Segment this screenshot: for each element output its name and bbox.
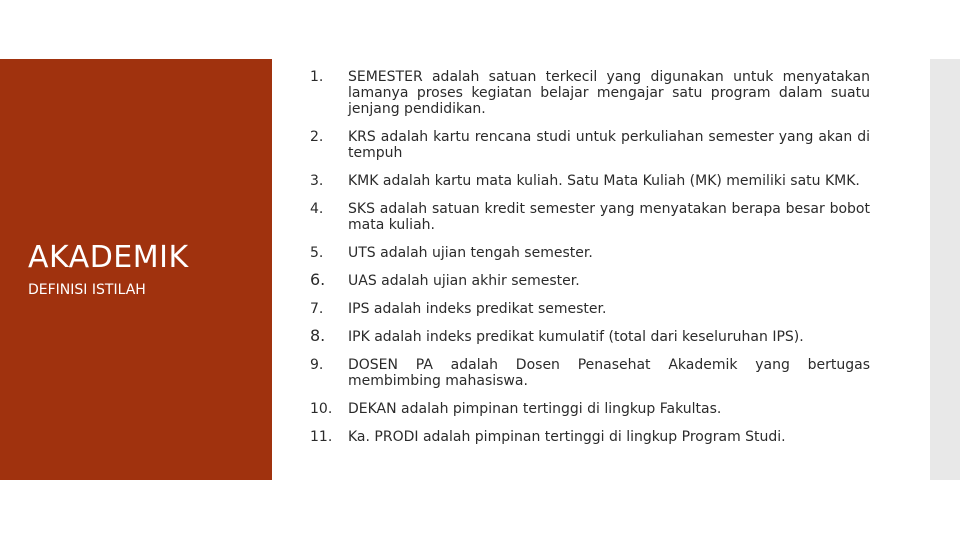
definition-list — [310, 69, 870, 457]
right-accent-bar — [930, 59, 960, 480]
list-number: 6. — [310, 270, 326, 289]
list-item — [310, 69, 870, 117]
list-item — [310, 301, 870, 317]
list-text: IPK adalah indeks predikat kumulatif (total dari keseluruhan IPS). — [348, 329, 804, 345]
list-text: Ka. PRODI adalah pimpinan tertinggi di lingkup Program Studi. — [348, 429, 786, 445]
list-text: DOSEN PA adalah Dosen Penasehat Akademik yang bertugas membimbing mahasiswa. — [348, 357, 870, 389]
list-number: 7. — [310, 301, 324, 317]
list-text: SEMESTER adalah satuan terkecil yang digunakan untuk menyatakan lamanya proses kegiatan belajar mengajar satu program dalam suatu jenjang pendidikan. — [348, 69, 870, 117]
slide-subtitle: DEFINISI ISTILAH — [28, 282, 146, 298]
list-number: 9. — [310, 357, 324, 373]
list-number: 3. — [310, 173, 324, 189]
list-number: 8. — [310, 326, 326, 345]
list-item — [310, 401, 870, 417]
slide-title: AKADEMIK — [28, 240, 189, 275]
list-text: IPS adalah indeks predikat semester. — [348, 301, 607, 317]
list-number: 10. — [310, 401, 333, 417]
list-item — [310, 326, 870, 345]
list-text: KRS adalah kartu rencana studi untuk perkuliahan semester yang akan di tempuh — [348, 129, 870, 161]
list-item — [310, 270, 870, 289]
list-text: SKS adalah satuan kredit semester yang menyatakan berapa besar bobot mata kuliah. — [348, 201, 870, 233]
list-number: 5. — [310, 245, 324, 261]
list-number: 4. — [310, 201, 324, 217]
list-number: 1. — [310, 69, 324, 85]
list-text: DEKAN adalah pimpinan tertinggi di lingkup Fakultas. — [348, 401, 722, 417]
list-number: 11. — [310, 429, 333, 445]
list-number: 2. — [310, 129, 324, 145]
list-text: UAS adalah ujian akhir semester. — [348, 273, 580, 289]
list-item — [310, 173, 870, 189]
list-text: KMK adalah kartu mata kuliah. Satu Mata Kuliah (MK) memiliki satu KMK. — [348, 173, 860, 189]
list-item — [310, 245, 870, 261]
list-item — [310, 357, 870, 389]
list-item — [310, 429, 870, 445]
list-text: UTS adalah ujian tengah semester. — [348, 245, 593, 261]
list-item — [310, 201, 870, 233]
list-item — [310, 129, 870, 161]
